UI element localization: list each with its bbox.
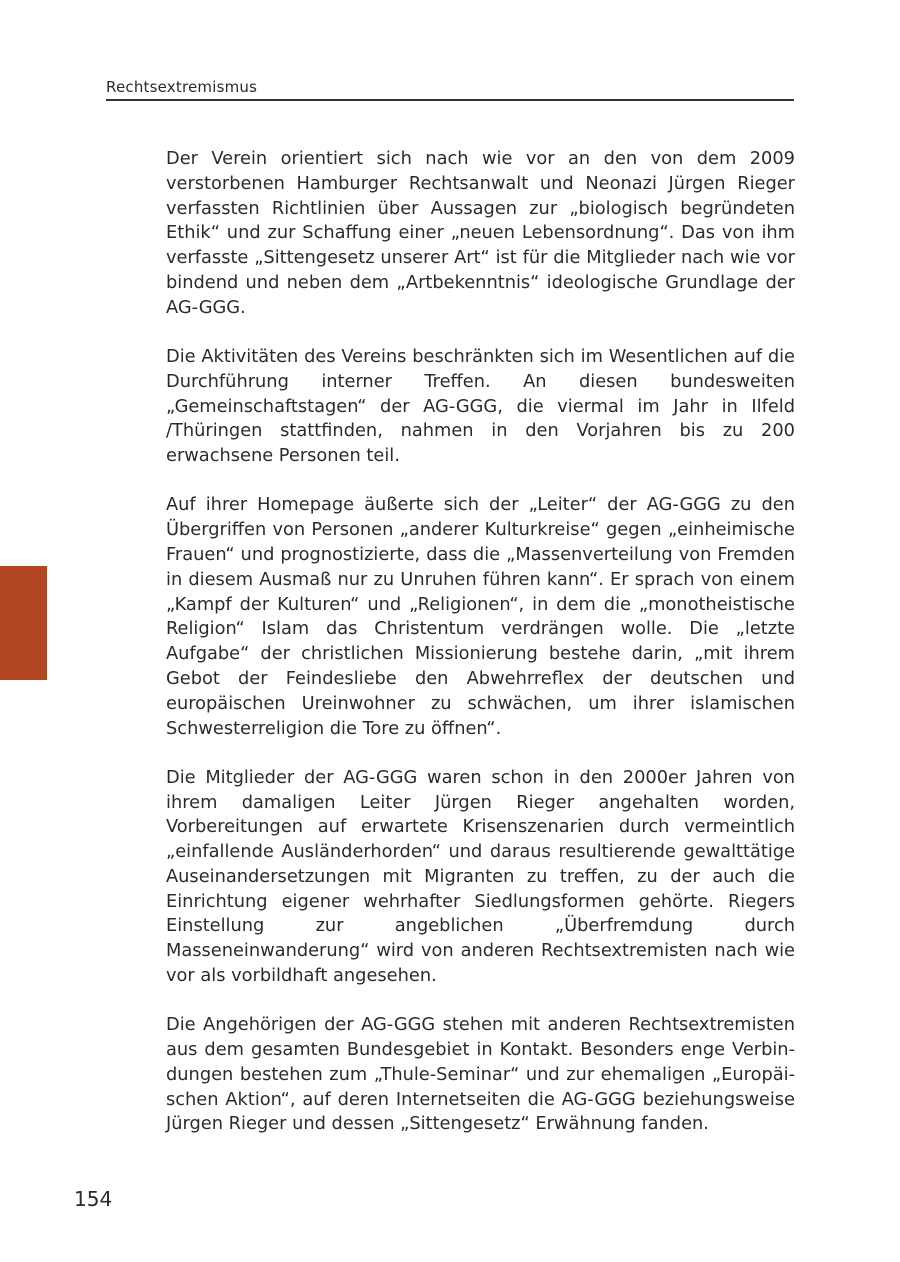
section-color-tab (0, 566, 47, 680)
paragraph: Die Aktivitäten des Vereins beschränkten sich im Wesentlichen auf die Durchführung interner Treffen. An diesen bundesweiten „Gemeinschaftstagen“ der AG-GGG, die viermal im Jahr in Ilfeld /Thüringen stattfinden, nahmen in den Vorjahren bis zu 200 erwachsene Personen teil. (166, 345, 795, 467)
running-header: Rechtsextremismus (106, 78, 794, 101)
paragraph: Auf ihrer Homepage äußerte sich der „Leiter“ der AG-GGG zu den Übergriffen von Personen „anderer Kulturkreise“ gegen „einheimische Frauen“ und prognostizierte, dass die „Massenverteilung von Fremden in diesem Ausmaß nur zu Unruhen führen kann“. Er sprach von einem „Kampf der Kulturen“ und „Religionen“, in dem die „monotheistische Religion“ Islam das Christentum verdrängen wolle. Die „letzte Aufgabe“ der christlichen Missionierung bestehe darin, „mit ihrem Gebot der Feindesliebe den Abwehrreflex der deutschen und europäischen Ureinwohner zu schwächen, um ihrer islamischen Schwesterreligion die Tore zu öffnen“. (166, 494, 795, 739)
paragraph: Die Angehörigen der AG-GGG stehen mit anderen Rechtsextremisten aus dem gesamten Bundesgebiet in Kontakt. Besonders enge Verbindungen bestehen zum „Thule-Seminar“ und zur ehemaligen „Europäischen Aktion“, auf deren Internetseiten die AG-GGG beziehungsweise Jürgen Rieger und dessen „Sittengesetz“ Erwähnung fanden. (166, 1014, 795, 1135)
paragraph: Der Verein orientiert sich nach wie vor an den von dem 2009 verstorbenen Hamburger Rechtsanwalt und Neonazi Jürgen Rieger verfassten Richtlinien über Aussagen zur „biologisch begründeten Ethik“ und zur Schaffung einer „neuen Lebensordnung“. Das von ihm verfasste „Sittengesetz unserer Art“ ist für die Mitglieder nach wie vor bindend und neben dem „Artbekenntnis“ ideologische Grundlage der AG-GGG. (166, 148, 795, 318)
body-text (166, 147, 795, 1162)
paragraph: Die Mitglieder der AG-GGG waren schon in den 2000er Jahren von ihrem damaligen Leiter Jürgen Rieger angehalten worden, Vorbereitungen auf erwartete Krisenszenarien durch vermeintlich „einfallende Ausländerhorden“ und daraus resultierende gewalttätige Auseinandersetzungen mit Migranten zu treffen, zu der auch die Einrichtung eigener wehrhafter Siedlungsformen gehörte. Riegers Einstellung zur angeblichen „Überfremdung durch Masseneinwanderung“ wird von anderen Rechtsextremisten nach wie vor als vorbildhaft angesehen. (166, 766, 795, 987)
page-number: 154 (74, 1187, 113, 1211)
